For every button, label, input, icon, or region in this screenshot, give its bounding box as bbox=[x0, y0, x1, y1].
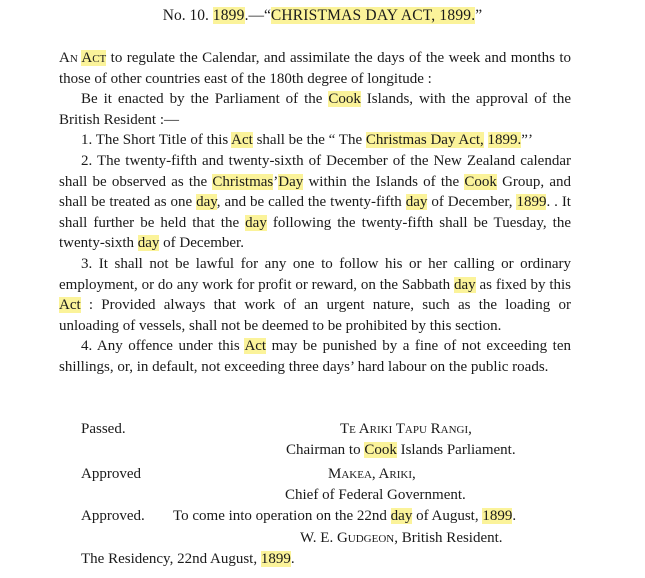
passed-label: Passed. bbox=[81, 421, 126, 437]
s1-text-2: shall be the “ The bbox=[252, 132, 366, 149]
highlight-year: 1899 bbox=[516, 194, 547, 211]
highlight-christmas: Christmas bbox=[212, 173, 274, 190]
s2-text-2: within the Islands of the bbox=[303, 173, 465, 190]
title-quote-end: ” bbox=[475, 7, 483, 24]
highlight-day: day bbox=[454, 276, 476, 293]
commencement-clause bbox=[173, 506, 516, 527]
s2-mark: ’ bbox=[273, 173, 279, 190]
act-number: No. 10. bbox=[162, 7, 213, 24]
signatory-makea: Makea, Ariki, bbox=[328, 466, 416, 482]
preamble bbox=[59, 48, 571, 89]
highlight-day: day bbox=[405, 194, 428, 211]
highlight-year: 1899 bbox=[260, 551, 291, 567]
s4-text-2: may be punished by a fine of not exceeding ten shillings, or, in default, not exceeding three days’ hard labour on the public roads. bbox=[59, 338, 571, 375]
highlight-act: Act bbox=[231, 132, 253, 149]
highlight-year: 1899. bbox=[487, 132, 522, 149]
section-4 bbox=[59, 336, 571, 377]
role-text-2: Islands Parliament. bbox=[396, 442, 516, 458]
approved-label: Approved bbox=[81, 466, 141, 482]
signatory-gudgeon bbox=[300, 528, 503, 549]
highlight-day: day bbox=[196, 194, 217, 211]
highlight-cook: Cook bbox=[464, 173, 497, 190]
commencement-text: To come into operation on the 22nd bbox=[173, 508, 391, 524]
resident-name: W. E. Gudgeon bbox=[300, 530, 395, 546]
enacting-text-2: Islands, with the approval of the British Resident :— bbox=[59, 91, 571, 128]
s2-text: 2. The twenty-fifth and twenty-sixth of December of the New Zealand calendar shall be observed as the bbox=[59, 152, 571, 190]
act-body bbox=[59, 48, 571, 378]
residency-end: . bbox=[290, 551, 295, 567]
approved-label-2: Approved. bbox=[81, 508, 145, 524]
s2-text-7: following the twenty-fifth shall be Tuesday, the twenty-sixth bbox=[59, 214, 571, 252]
section-2 bbox=[59, 151, 571, 254]
section-1 bbox=[59, 130, 571, 151]
residency-dateline bbox=[81, 549, 295, 570]
highlight-day: day bbox=[245, 214, 267, 231]
s4-text: 4. Any offence under this bbox=[81, 338, 245, 355]
s3-text-2: as fixed by this bbox=[475, 276, 571, 293]
highlight-day: day bbox=[137, 235, 160, 252]
title-separator: .—“ bbox=[244, 7, 271, 24]
act-title bbox=[0, 6, 645, 27]
s1-space bbox=[484, 132, 488, 148]
highlight-act-name: CHRISTMAS DAY ACT, 1899. bbox=[270, 7, 476, 24]
s3-text: 3. It shall not be lawful for any one to follow his or her calling or ordinary employment, or do any work for profit or reward, on the Sabbath bbox=[59, 255, 571, 293]
s2-text-8: of December. bbox=[159, 235, 244, 252]
highlight-act: Act bbox=[81, 50, 107, 66]
s2-text-3: Group, and shall be treated as one bbox=[59, 173, 571, 211]
section-3 bbox=[59, 254, 571, 336]
s1-end: ”’ bbox=[521, 132, 533, 149]
s2-text-6: . . It shall further be held that the bbox=[59, 194, 571, 231]
role-text: Chairman to bbox=[286, 442, 365, 458]
preamble-an: An bbox=[59, 50, 82, 66]
highlight-cook: Cook bbox=[328, 91, 361, 108]
signatory-te-ariki: Te Ariki Tapu Rangi, bbox=[340, 421, 472, 437]
highlight-year: 1899 bbox=[482, 508, 513, 524]
commencement-text-2: of August, bbox=[412, 508, 483, 524]
highlight-act: Act bbox=[59, 297, 81, 314]
commencement-end: . bbox=[512, 508, 517, 524]
enacting-clause bbox=[59, 89, 571, 130]
residency-text: The Residency, 22nd August, bbox=[81, 551, 261, 567]
highlight-day: Day bbox=[278, 173, 304, 190]
highlight-cook: Cook bbox=[364, 442, 397, 458]
s2-text-4: , and be called the twenty-fifth bbox=[216, 194, 406, 211]
signatory-role-federal: Chief of Federal Government. bbox=[285, 487, 466, 503]
highlight-act: Act bbox=[244, 338, 267, 355]
s3-text-3: : Provided always that work of an urgent nature, such as the loading or unloading of vessels, shall not be deemed to be prohibited by this section. bbox=[59, 297, 571, 334]
enacting-text: Be it enacted by the Parliament of the bbox=[81, 91, 329, 108]
preamble-text: to regulate the Calendar, and assimilate the days of the week and months to those of other countries east of the 180th degree of longitude : bbox=[59, 50, 571, 87]
signatory-role-chairman bbox=[286, 440, 516, 461]
highlight-day: day bbox=[390, 508, 413, 524]
highlight-short-title: Christmas Day Act, bbox=[365, 132, 484, 149]
s2-text-5: of December, bbox=[427, 194, 517, 211]
highlight-year: 1899 bbox=[212, 7, 245, 24]
resident-role: , British Resident. bbox=[394, 530, 503, 546]
s1-text: 1. The Short Title of this bbox=[81, 132, 232, 149]
